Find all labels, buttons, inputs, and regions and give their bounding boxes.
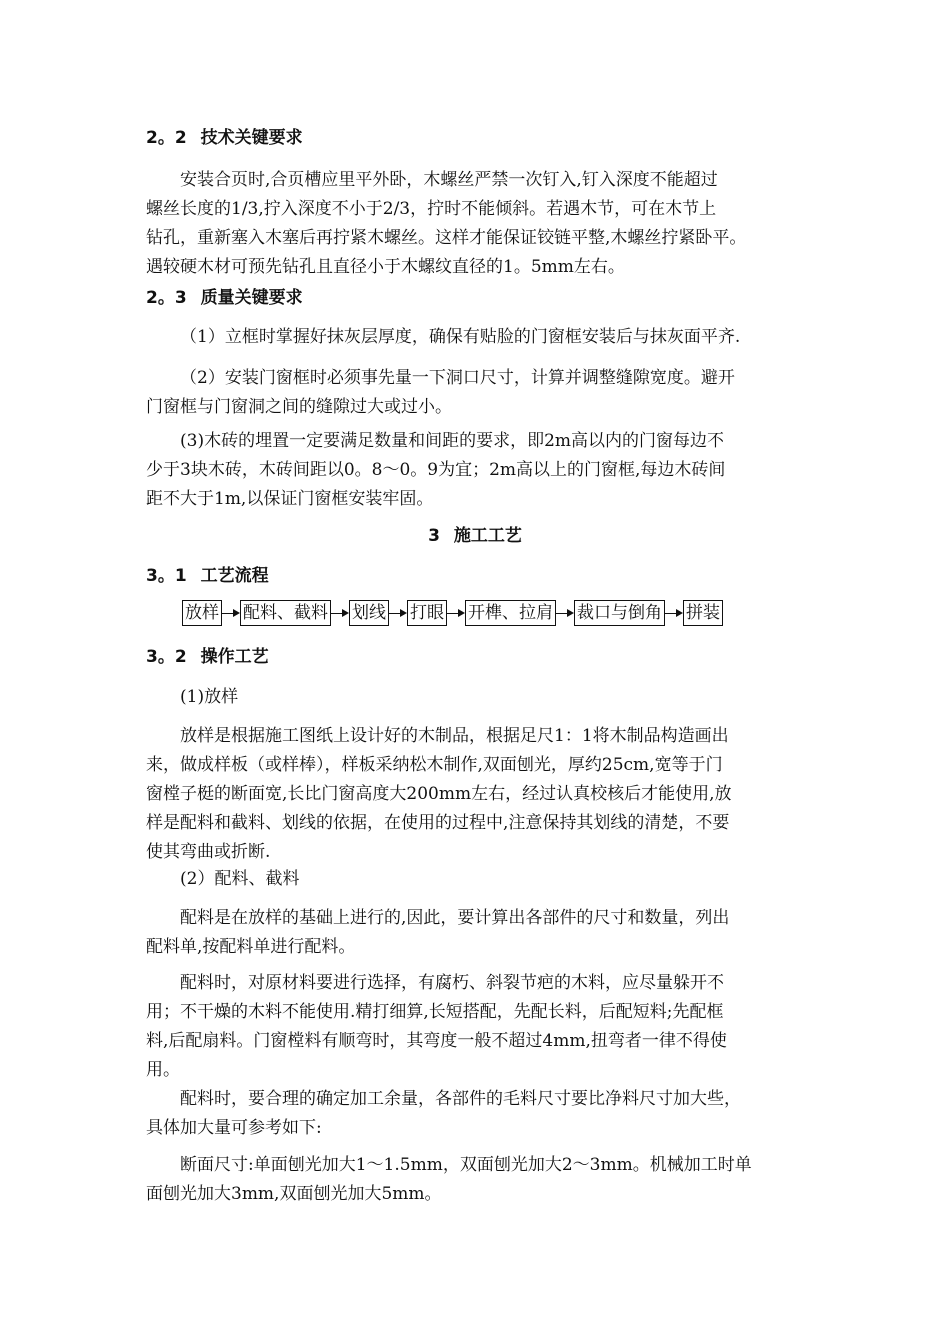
heading-number: 3。2 xyxy=(146,647,187,667)
text-line: 用。 xyxy=(146,1060,180,1080)
paragraph-peiliao-2 xyxy=(146,969,826,1085)
flow-step-dayan: 打眼 xyxy=(407,600,447,626)
heading-title: 质量关键要求 xyxy=(200,288,303,308)
text-line: 来，做成样板（或样棒），样板采纳松木制作,双面刨光，厚约25cm,宽等于门 xyxy=(146,755,723,775)
flow-step-pinzhuang: 拼装 xyxy=(683,600,723,626)
text-line: 配料时，要合理的确定加工余量，各部件的毛料尺寸要比净料尺寸加大些， xyxy=(180,1089,741,1109)
paragraph-quality-2 xyxy=(146,364,826,422)
text-line: 放样是根据施工图纸上设计好的木制品，根据足尺1：1将木制品构造画出 xyxy=(180,726,729,746)
right-arrow-icon xyxy=(389,601,407,625)
heading-number: 2。2 xyxy=(146,128,187,148)
text-line: 配料单,按配料单进行配料。 xyxy=(146,937,356,957)
flow-step-huaxian: 划线 xyxy=(349,600,389,626)
text-line: 门窗框与门窗洞之间的缝隙过大或过小。 xyxy=(146,397,452,417)
paragraph-quality-1 xyxy=(146,323,826,352)
text-line: 配料是在放样的基础上进行的,因此，要计算出各部件的尺寸和数量，列出 xyxy=(180,908,730,928)
paragraph-peiliao-3 xyxy=(146,1085,826,1143)
right-arrow-icon xyxy=(331,601,349,625)
text-line: 安装合页时,合页槽应里平外卧，木螺丝严禁一次钉入,钉入深度不能超过 xyxy=(180,170,718,190)
text-line: 面刨光加大3mm,双面刨光加大5mm。 xyxy=(146,1184,442,1204)
heading-3-1 xyxy=(146,562,826,591)
text-line: 窗樘子梃的断面宽,长比门窗高度大200mm左右，经过认真校核后才能使用,放 xyxy=(146,784,732,804)
text-line: 使其弯曲或折断. xyxy=(146,842,271,862)
flow-step-fangyang: 放样 xyxy=(182,600,222,626)
paragraph-fangyang xyxy=(146,722,826,867)
text-line: (2）配料、截料 xyxy=(180,869,300,889)
text-line: 螺丝长度的1/3,拧入深度不小于2/3，拧时不能倾斜。若遇木节，可在木节上 xyxy=(146,199,717,219)
heading-title: 技术关键要求 xyxy=(200,128,303,148)
flow-step-kaisun: 开榫、拉肩 xyxy=(465,600,556,626)
heading-2-3 xyxy=(146,284,826,313)
text-line: 钻孔，重新塞入木塞后再拧紧木螺丝。这样才能保证铰链平整,木螺丝拧紧卧平。 xyxy=(146,228,747,248)
paragraph-duanmian xyxy=(146,1151,826,1209)
text-line: 遇较硬木材可预先钻孔且直径小于木螺纹直径的1。5mm左右。 xyxy=(146,257,625,277)
subheading-peiliao xyxy=(146,865,826,894)
text-line: 用；不干燥的木料不能使用.精打细算,长短搭配，先配长料，后配短料;先配框 xyxy=(146,1002,724,1022)
paragraph-hinge xyxy=(146,166,826,282)
flow-step-peiliao: 配料、截料 xyxy=(240,600,331,626)
paragraph-peiliao-1 xyxy=(146,904,826,962)
heading-title: 施工工艺 xyxy=(453,526,522,546)
text-line: 断面尺寸:单面刨光加大1～1.5mm，双面刨光加大2～3mm。机械加工时单 xyxy=(180,1155,752,1175)
heading-number: 3 xyxy=(428,526,440,546)
heading-2-2 xyxy=(146,124,826,153)
text-line: (1)放样 xyxy=(180,687,239,707)
text-line: 料,后配扇料。门窗樘料有顺弯时，其弯度一般不超过4mm,扭弯者一律不得使 xyxy=(146,1031,727,1051)
heading-3-2 xyxy=(146,643,826,672)
right-arrow-icon xyxy=(665,601,683,625)
text-line: 配料时，对原材料要进行选择，有腐朽、斜裂节疤的木料，应尽量躲开不 xyxy=(180,973,724,993)
paragraph-quality-3 xyxy=(146,427,826,514)
text-line: （2）安装门窗框时必须事先量一下洞口尺寸，计算并调整缝隙宽度。避开 xyxy=(180,368,735,388)
right-arrow-icon xyxy=(556,601,574,625)
process-flow xyxy=(182,600,723,626)
text-line: 样是配料和截料、划线的依据，在使用的过程中,注意保持其划线的清楚，不要 xyxy=(146,813,730,833)
heading-number: 2。3 xyxy=(146,288,187,308)
flow-step-caikou: 裁口与倒角 xyxy=(574,600,665,626)
text-line: (3)木砖的埋置一定要满足数量和间距的要求，即2m高以内的门窗每边不 xyxy=(180,431,725,451)
heading-3 xyxy=(0,521,950,546)
text-line: 具体加大量可参考如下: xyxy=(146,1118,322,1138)
text-line: 距不大于1m,以保证门窗框安装牢固。 xyxy=(146,489,434,509)
subheading-fangyang xyxy=(146,683,826,712)
right-arrow-icon xyxy=(222,601,240,625)
heading-title: 操作工艺 xyxy=(200,647,269,667)
heading-number: 3。1 xyxy=(146,566,187,586)
heading-title: 工艺流程 xyxy=(200,566,269,586)
text-line: 少于3块木砖，木砖间距以0。8～0。9为宜；2m高以上的门窗框,每边木砖间 xyxy=(146,460,726,480)
right-arrow-icon xyxy=(447,601,465,625)
text-line: （1）立框时掌握好抹灰层厚度，确保有贴脸的门窗框安装后与抹灰面平齐. xyxy=(180,327,741,347)
